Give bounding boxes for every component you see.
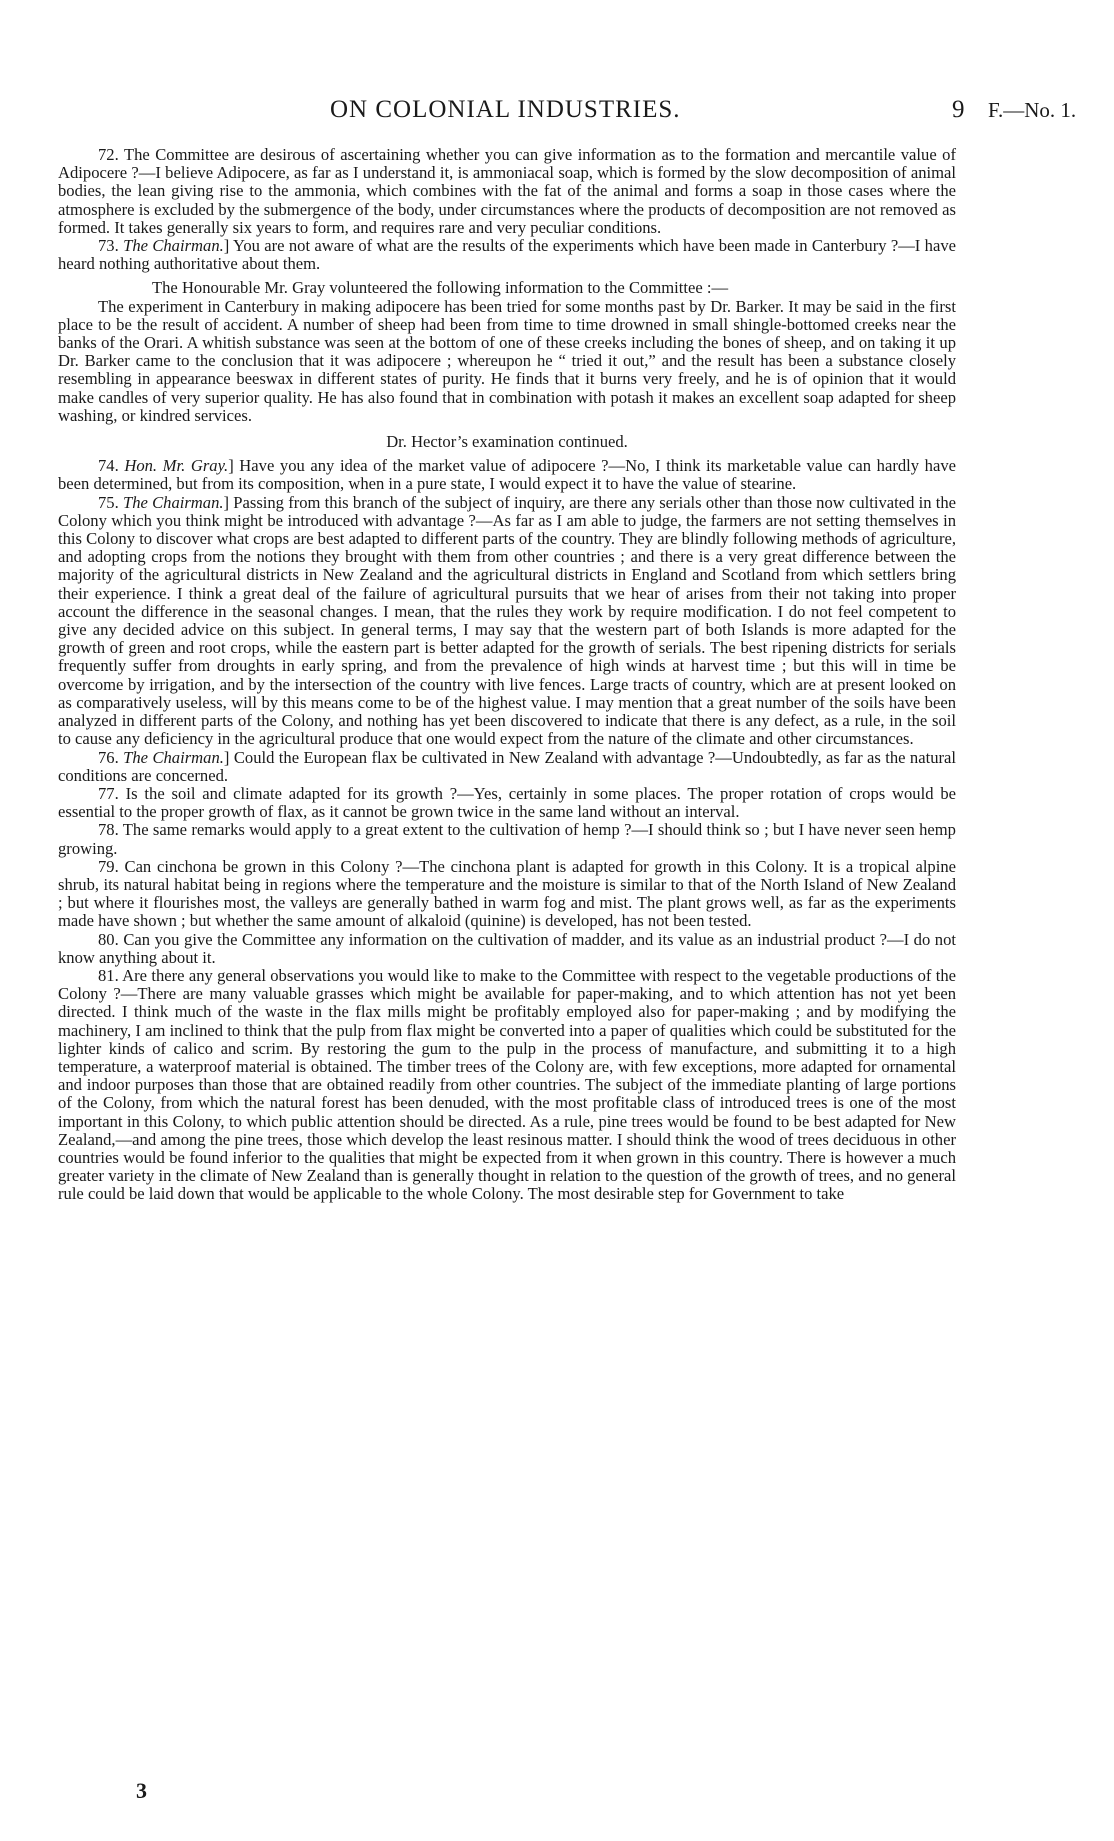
paragraph-text: ] You are not aware of what are the results of the experiments which have been made in Canterbury ?—I have heard nothing authoritative about them. (58, 236, 956, 274)
document-reference: F.—No. 1. (988, 98, 1077, 122)
paragraph-text: Can cinchona be grown in this Colony ?—The cinchona plant is adapted for growth in this Colony. It is a tropical alpine shrub, its natural habitat being in regions where the temperature and the moisture is similar to that of the North Island of New Zealand ; but where it flourishes most, the valleys are generally bathed in warm fog and mist. The plant grows well, as far as the experiments made have shown ; but whether the same amount of alkaloid (quinine) is developed, has not been tested. (58, 856, 956, 931)
paragraph-78 (58, 821, 956, 857)
question-number: 76. (98, 747, 119, 767)
paragraph-text: ] Passing from this branch of the subject of inquiry, are there any serials other than those now cultivated in the Colony which you think might be introduced with advantage ?—As far as I am able to judge, the farmers are not setting themselves in this Colony to discover what crops are best adapted to different parts of the country. They are blindly following methods of agriculture, and adopting crops from the notions they brought with them from other countries ; and there is a very great difference between the majority of the agricultural districts in New Zealand and the agricultural districts in England and Scotland from which settlers bring their experience. I think a great deal of the failure of agricultural pursuits that we hear of arises from their not taking into proper account the difference in the seasonal changes. I mean, that the rules they work by require modification. I do not feel competent to give any decided advice on this subject. In general terms, I may say that the western part of both Islands is more adapted for the growth of green and root crops, while the eastern part is better adapted for the growth of serials. The best ripening districts for serials frequently suffer from droughts in early spring, and from the prevalence of high winds at harvest time ; but this will in time be overcome by irrigation, and by the intersection of the country with live fences. Large tracts of country, which are at present looked on as comparatively useless, will by this means come to be of the highest value. I may mention that a great number of the soils have been analyzed in different parts of the Colony, and nothing has yet been discovered to indicate that there is any defect, as a rule, in the soil to cause any deficiency in the agricultural produce that one would expect from the nature of the climate and other circumstances. (58, 492, 956, 749)
question-number: 74. (98, 456, 119, 476)
question-number: 79. (98, 856, 119, 876)
question-number: 72. (98, 145, 119, 164)
paragraph-text: ] Could the European flax be cultivated in New Zealand with advantage ?—Undoubtedly, as far as the natural conditions are concerned. (58, 747, 957, 785)
question-number: 80. (98, 929, 119, 949)
paragraph-79 (58, 858, 956, 931)
paragraph-text: The Committee are desirous of ascertaining whether you can give information as to the formation and mercantile value of Adipocere ?—I believe Adipocere, as far as I understand it, is ammoniacal soap, which is formed by the slow decomposition of animal bodies, the lean giving rise to the ammonia, which combines with the fat of the animal and forms a soap in those cases where the atmosphere is excluded by the submergence of the body, under circumstances where the products of decomposition are not removed as formed. It takes generally six years to form, and requires rare and very peculiar conditions. (58, 145, 956, 237)
speaker: Hon. Mr. Gray. (124, 456, 229, 476)
speaker: The Chairman. (122, 492, 224, 512)
question-number: 77. (98, 783, 119, 803)
paragraph-text: Is the soil and climate adapted for its growth ?—Yes, certainly in some places. The proper rotation of crops would be essential to the proper growth of flax, as it cannot be grown twice in the same land without an interval. (58, 783, 957, 822)
paragraph-77 (58, 785, 956, 821)
paragraph-text: ] Have you any idea of the market value of adipocere ?—No, I think its marketable value can hardly have been determined, but from its composition, when in a pure state, I would expect it to have the value of stearine. (58, 456, 956, 494)
signature-mark: 3 (136, 1778, 147, 1803)
speaker: The Chairman. (123, 236, 224, 256)
paragraph-80 (58, 931, 956, 967)
document-body (58, 146, 956, 1204)
running-title: ON COLONIAL INDUSTRIES. (330, 96, 681, 123)
page-number: 9 (952, 96, 965, 123)
paragraph-text: The same remarks would apply to a great extent to the cultivation of hemp ?—I should think so ; but I have never seen hemp growing. (58, 820, 956, 858)
paragraph-text: Are there any general observations you would like to make to the Committee with respect to the vegetable productions of the Colony ?—There are many valuable grasses which might be available for paper-making, and to which attention has not yet been directed. I think much of the waste in the flax mills might be profitably employed also for paper-making ; and by modifying the machinery, I am inclined to think that the pulp from flax might be converted into a paper of qualities which could be substituted for the lighter kinds of calico and scrim. By restoring the gum to the pulp in the process of manufacture, and submitting it to a high temperature, a waterproof material is obtained. The timber trees of the Colony are, with few exceptions, more adapted for ornamental and indoor purposes than those that are obtained readily from other countries. The subject of the immediate planting of large portions of the Colony, from which the natural forest has been denuded, with the most profitable class of introduced trees is one of the most important in this Colony, to which public attention should be directed. As a rule, pine trees would be found to be best adapted for New Zealand,—and among the pine trees, those which develop the least resinous matter. I should think the wood of trees deciduous in other countries would be found inferior to the qualities that might be expected from it when grown in this country. There is however a much greater variety in the climate of New Zealand than is generally thought in relation to the question of the growth of trees, and no general rule could be laid down that would be applicable to the whole Colony. The most desirable step for Government to take (58, 965, 956, 1204)
paragraph-74 (58, 457, 956, 493)
question-number: 81. (98, 965, 119, 985)
question-number: 73. (98, 236, 119, 256)
question-number: 75. (98, 492, 119, 512)
question-number: 78. (98, 820, 119, 840)
paragraph-73 (58, 237, 956, 273)
gray-intro: The Honourable Mr. Gray volunteered the following information to the Committee :— (152, 278, 729, 298)
gray-statement: The experiment in Canterbury in making adipocere has been tried for some months past by Dr. Barker. It may be said in the first place to be the result of accident. A number of sheep had been from time to time drowned in small shingle-bottomed creeks near the banks of the Orari. A whitish substance was seen at the bottom of one of these creeks including the bones of sheep, and on taking it up Dr. Barker came to the conclusion that it was adipocere ; whereupon he “ tried it out,” and the result has been a substance closely resembling in appearance beeswax in different states of purity. He finds that it burns very freely, and he is of opinion that it would make candles of very superior quality. He has also found that in combination with potash it makes an excellent soap adapted for sheep washing, or kindred services. (58, 296, 956, 425)
page-header (0, 96, 1114, 126)
speaker: The Chairman. (123, 747, 224, 767)
paragraph-text: Can you give the Committee any information on the cultivation of madder, and its value as an industrial product ?—I do not know anything about it. (58, 929, 956, 967)
paragraph-75 (58, 494, 956, 749)
paragraph-76 (58, 749, 956, 785)
section-heading: Dr. Hector’s examination continued. (386, 432, 628, 452)
paragraph-72 (58, 146, 956, 237)
paragraph-81 (58, 967, 956, 1204)
